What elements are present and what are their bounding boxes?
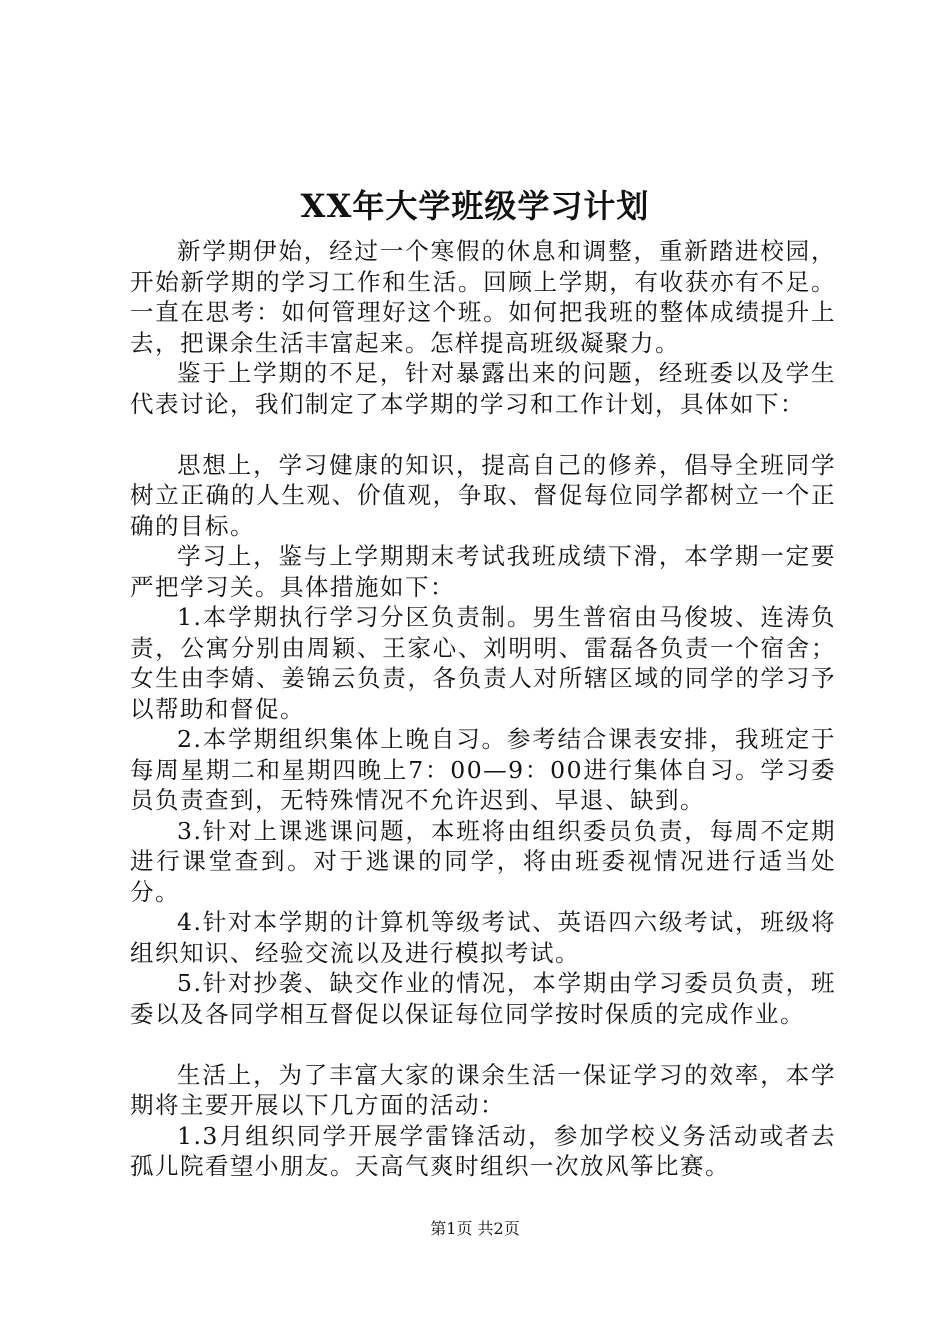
- paragraph-thought: 思想上，学习健康的知识，提高自己的修养，倡导全班同学树立正确的人生观、价值观，争取、督促每位同学都树立一个正确的目标。: [130, 450, 836, 540]
- paragraph-plan-basis: 鉴于上学期的不足，针对暴露出来的问题，经班委以及学生代表讨论，我们制定了本学期的学习和工作计划，具体如下：: [130, 359, 836, 418]
- list-item-study-4: 4.针对本学期的计算机等级考试、英语四六级考试，班级将组织知识、经验交流以及进行模拟考试。: [130, 908, 836, 967]
- list-item-study-2: 2.本学期组织集体上晚自习。参考结合课表安排，我班定于每周星期二和星期四晚上7：00—9：00进行集体自习。学习委员负责查到，无特殊情况不允许迟到、早退、缺到。: [130, 725, 836, 814]
- list-item-study-5: 5.针对抄袭、缺交作业的情况，本学期由学习委员负责，班委以及各同学相互督促以保证每位同学按时保质的完成作业。: [130, 969, 836, 1028]
- paragraph-life: 生活上，为了丰富大家的课余生活一保证学习的效率，本学期将主要开展以下几方面的活动：: [130, 1060, 836, 1119]
- list-item-life-1: 1.3月组织同学开展学雷锋活动，参加学校义务活动或者去孤儿院看望小朋友。天高气爽时组织一次放风筝比赛。: [130, 1121, 836, 1180]
- document-body: [130, 236, 836, 1182]
- paragraph-spacer: [130, 1029, 836, 1060]
- list-item-study-3: 3.针对上课逃课问题，本班将由组织委员负责，每周不定期进行课堂查到。对于逃课的同学，将由班委视情况进行适当处分。: [130, 816, 836, 906]
- list-item-study-1: 1.本学期执行学习分区负责制。男生普宿由马俊坡、连涛负责，公寓分别由周颖、王家心、刘明明、雷磊各负责一个宿舍；女生由李婧、姜锦云负责，各负责人对所辖区域的同学的学习予以帮助和督促。: [130, 603, 836, 723]
- page-footer: 第1页 共2页: [430, 1219, 520, 1238]
- document-title: XX年大学班级学习计划: [300, 187, 650, 225]
- paragraph-intro: 新学期伊始，经过一个寒假的休息和调整，重新踏进校园，开始新学期的学习工作和生活。回顾上学期，有收获亦有不足。一直在思考：如何管理好这个班。如何把我班的整体成绩提升上去，把课余生活丰富起来。怎样提高班级凝聚力。: [130, 237, 836, 357]
- paragraph-study: 学习上，鉴与上学期期末考试我班成绩下滑，本学期一定要严把学习关。具体措施如下：: [130, 542, 836, 601]
- paragraph-spacer: [130, 419, 836, 450]
